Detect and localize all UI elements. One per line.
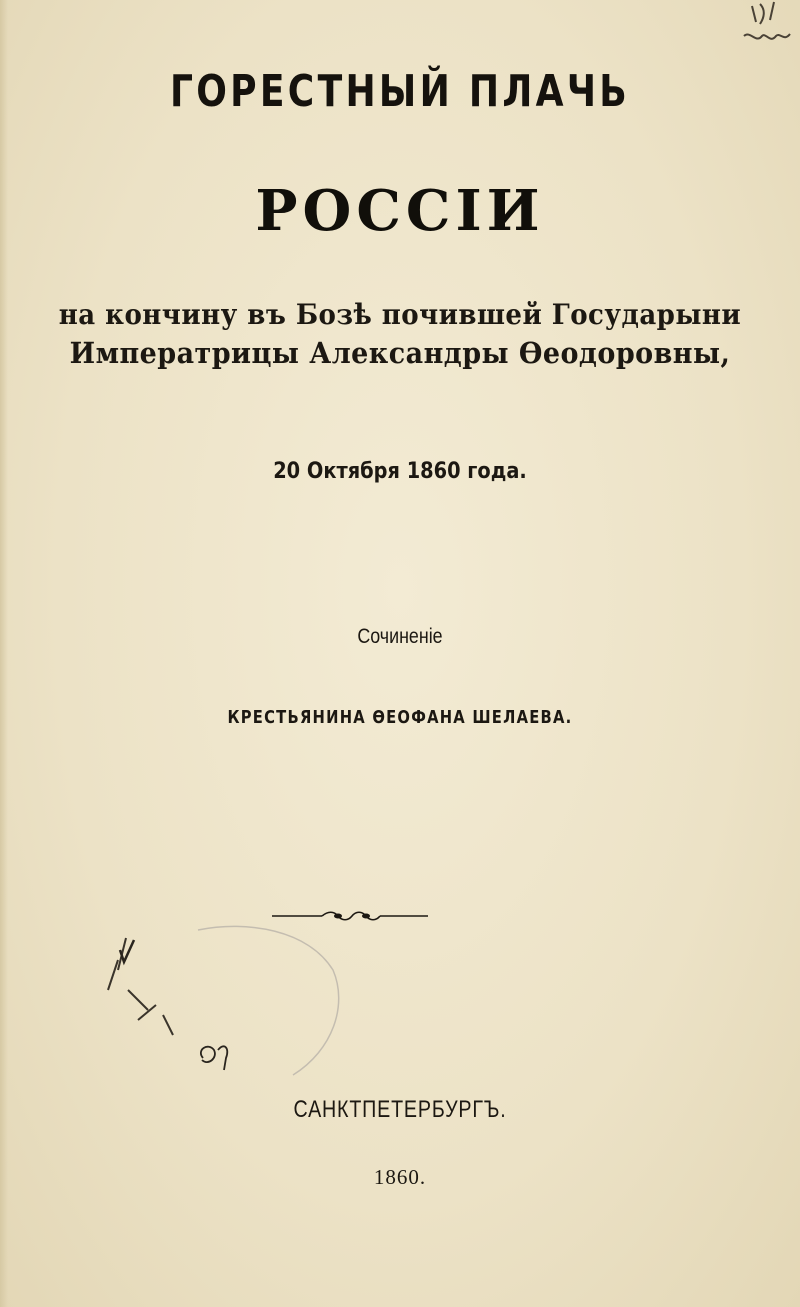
subtitle-line-1: на кончину въ Бозѣ почившей Государыни	[58, 298, 742, 331]
faded-library-stamp	[78, 910, 358, 1110]
book-title-line-2: РОССІИ	[255, 178, 545, 244]
handwritten-shelf-mark	[730, 0, 800, 60]
dedication-date: 20 Октября 1860 года.	[273, 459, 527, 484]
subtitle-line-2: Императрицы Александры Өеодоровны,	[69, 336, 731, 370]
imprint-city: САНКТПЕТЕРБУРГЪ.	[293, 1096, 507, 1123]
author-name: КРЕСТЬЯНИНА ӨЕОФАНА ШЕЛАЕВА.	[227, 707, 573, 728]
book-title-line-1: ГОРЕСТНЫЙ ПЛАЧЬ	[169, 66, 631, 117]
imprint-year: 1860.	[373, 1165, 427, 1189]
authorship-label: Сочиненіе	[357, 625, 443, 648]
